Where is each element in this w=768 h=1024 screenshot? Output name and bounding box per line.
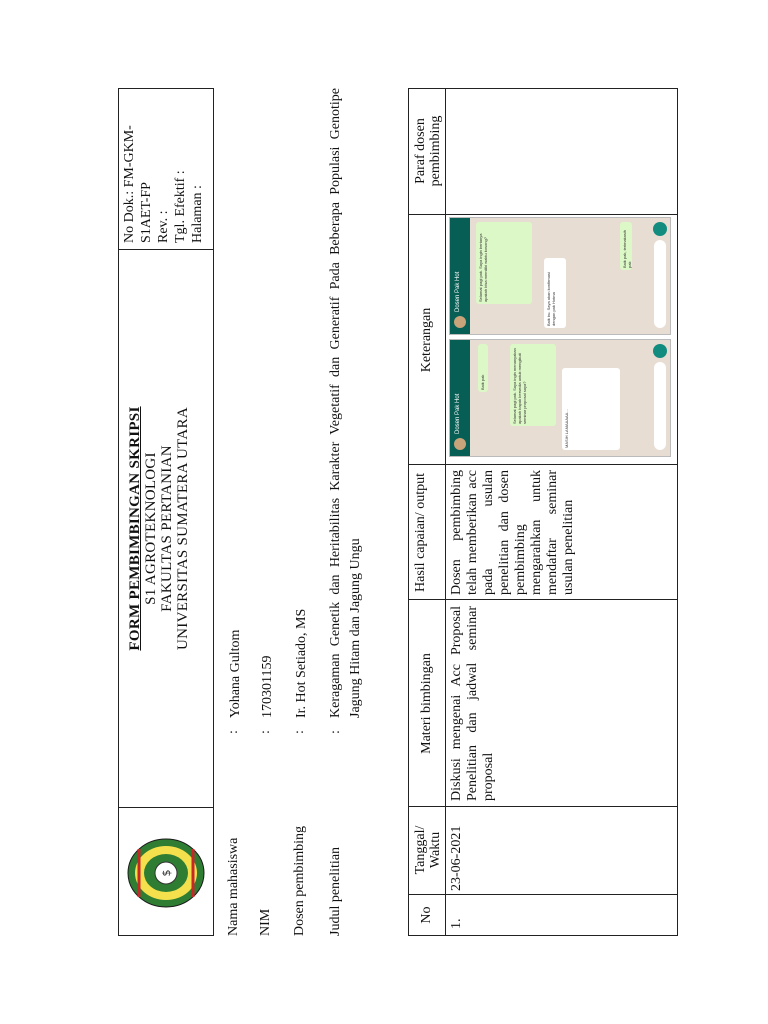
header-keterangan: Keterangan [419, 307, 434, 373]
row-no: 1. [449, 918, 464, 929]
header-no: No [419, 906, 434, 924]
chat-bubble: MASIH LAMAAAAA... [562, 368, 620, 450]
chat-bubble: Baik pak [478, 344, 488, 392]
dosen-colon: : [292, 730, 307, 734]
judul-value: Keragaman Genetik dan Heritabilitas Karakter Vegetatif dan Generatif Pada Beberapa Populasi Genotipe Jagung Hitam dan Jagung Ungu [328, 88, 363, 718]
title-main: FORM PEMBIMBINGAN SKRIPSI [127, 406, 143, 651]
header-divider [445, 89, 446, 935]
mic-icon [653, 344, 667, 358]
university-logo [119, 807, 213, 935]
row-tanggal: 23-06-2021 [449, 825, 464, 891]
chat-bubble: Baik pak, terimakasih pak [620, 222, 632, 270]
meta-doc-no: No Dok.: FM-GKM-S1AET-FP [122, 125, 154, 243]
col-divider [409, 599, 677, 600]
meta-rev: Rev. : [156, 210, 171, 243]
avatar [454, 438, 466, 450]
col-divider [409, 464, 677, 465]
chat-bubble: Baik bu. Saya akan konfirmasi dengan pak Hotma [544, 258, 566, 328]
chat-bubble: Selamat pagi pak. Saya ingin menanyakan apakah bapak bersedia untuk mengikuti seminar proposal saya? [510, 344, 556, 426]
header-paraf: Paraf dosen pembimbing [413, 115, 443, 187]
judul-label: Judul penelitian [328, 846, 343, 936]
nim-colon: : [258, 730, 273, 734]
form-header [118, 88, 214, 936]
avatar [454, 316, 466, 328]
nim-label: NIM [258, 908, 273, 936]
judul-colon: : [328, 730, 343, 734]
col-divider [409, 894, 677, 895]
chat-screenshot [449, 217, 671, 335]
title-faculty: FAKULTAS PERTANIAN [159, 445, 175, 612]
nama-colon: : [226, 730, 241, 734]
header-tanggal: Tanggal/ Waktu [413, 825, 443, 875]
chat-contact-name: Dosen Pak Hot [455, 393, 461, 434]
svg-text:$: $ [160, 869, 173, 877]
message-input [654, 362, 666, 450]
chat-header [450, 340, 470, 456]
title-program: S1 AGROTEKNOLOGI [143, 452, 159, 605]
chat-screenshot [449, 339, 671, 457]
meta-effective-date: Tgl. Efektif : [173, 170, 188, 243]
row-materi: Diskusi mengenai Acc Proposal Penelitian dan jadwal seminar proposal [449, 606, 496, 801]
dosen-label: Dosen pembimbing [292, 825, 307, 936]
nama-label: Nama mahasiswa [226, 837, 241, 936]
document-meta [119, 89, 213, 249]
header-materi: Materi bimbingan [419, 653, 434, 754]
nim-value: 170301159 [260, 655, 275, 718]
col-divider [409, 806, 677, 807]
col-divider [409, 214, 677, 215]
dosen-value: Ir. Hot Setiado, MS [294, 608, 309, 718]
chat-contact-name: Dosen Pak Hot [455, 271, 461, 312]
logo-cell [119, 807, 213, 935]
message-input [654, 240, 666, 328]
meta-page: Halaman : [190, 185, 205, 243]
mic-icon [653, 222, 667, 236]
header-hasil: Hasil capaian/ output [413, 473, 428, 592]
form-title [119, 249, 213, 807]
bimbingan-table [408, 88, 678, 936]
row-hasil: Dosen pembimbing telah memberikan acc pada usulan penelitian dan dosen pembimbing mengarahkan untuk mendaftar seminar usulan penelitian [449, 470, 576, 595]
title-university: UNIVERSITAS SUMATERA UTARA [175, 407, 191, 650]
chat-header [450, 218, 470, 334]
nama-value: Yohana Gultom [228, 629, 243, 718]
chat-bubble: Selamat pagi pak. Saya ingin bertanya apakah bisa memiliki waktu kosong? [476, 222, 532, 304]
